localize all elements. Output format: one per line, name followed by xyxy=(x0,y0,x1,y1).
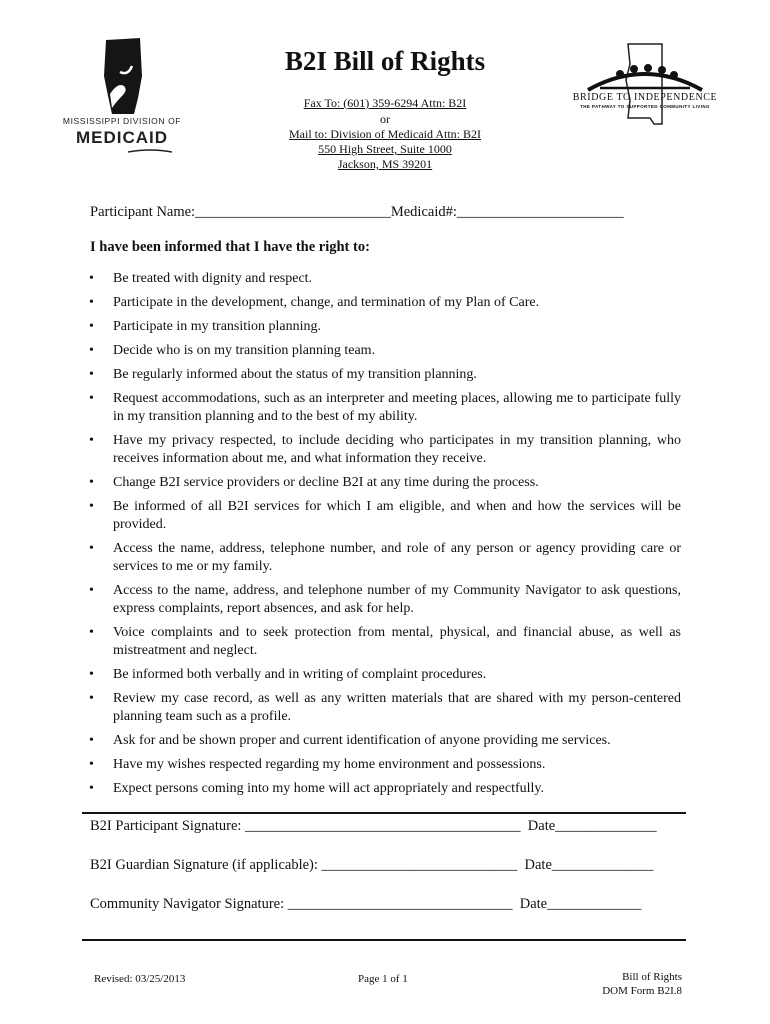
right-text: Access to the name, address, and telephone number of my Community Navigator to ask questions, express complaints, report absences, and ask for help. xyxy=(113,583,681,616)
list-item xyxy=(89,666,681,684)
right-text: Have my privacy respected, to include deciding who participates in my transition planning, who receives information about me, and what information they receive. xyxy=(113,433,681,466)
bullet-icon: • xyxy=(89,319,94,334)
or-line: or xyxy=(380,112,390,126)
list-item xyxy=(89,366,681,384)
right-text: Be informed both verbally and in writing of complaint procedures. xyxy=(113,667,487,682)
page-title: B2I Bill of Rights xyxy=(284,46,486,76)
right-text: Access the name, address, telephone number, and role of any person or agency providing care or services to me or my family. xyxy=(113,541,681,574)
list-item xyxy=(89,582,681,618)
right-text: Participate in the development, change, and termination of my Plan of Care. xyxy=(113,295,540,310)
rights-list xyxy=(89,270,681,804)
divider-bottom xyxy=(82,939,686,941)
list-item xyxy=(89,540,681,576)
bullet-icon: • xyxy=(89,583,94,598)
bullet-icon: • xyxy=(89,757,94,772)
list-item xyxy=(89,432,681,468)
list-item xyxy=(89,498,681,534)
right-text: Have my wishes respected regarding my home environment and possessions. xyxy=(113,757,546,772)
list-item xyxy=(89,756,681,774)
right-text: Be treated with dignity and respect. xyxy=(113,271,313,286)
right-text: Be informed of all B2I services for which I am eligible, and when and how the services will be provided. xyxy=(113,499,681,532)
right-text: Participate in my transition planning. xyxy=(113,319,322,334)
bullet-icon: • xyxy=(89,343,94,358)
page-number: Page 1 of 1 xyxy=(358,973,408,985)
list-item xyxy=(89,624,681,660)
fax-line: Fax To: (601) 359-6294 Attn: B2I xyxy=(303,96,467,110)
revised-date: Revised: 03/25/2013 xyxy=(94,973,186,985)
logo-swoosh-icon xyxy=(128,148,172,154)
right-text: Ask for and be shown proper and current identification of anyone providing me services. xyxy=(113,733,611,748)
medicaid-logo xyxy=(62,36,182,154)
logo-left-line1: MISSISSIPPI DIVISION OF xyxy=(62,116,182,126)
list-item xyxy=(89,294,681,312)
bullet-icon: • xyxy=(89,691,94,706)
participant-signature-field[interactable]: B2I Participant Signature: ______________________________________ Date______________ xyxy=(90,818,657,834)
bridge-to-independence-logo xyxy=(570,40,720,130)
navigator-signature-field[interactable]: Community Navigator Signature: _______________________________ Date_____________ xyxy=(90,896,642,912)
bullet-icon: • xyxy=(89,391,94,406)
list-item xyxy=(89,732,681,750)
list-item xyxy=(89,318,681,336)
mississippi-bridge-icon xyxy=(570,40,720,130)
right-text: Change B2I service providers or decline B2I at any time during the process. xyxy=(113,475,539,490)
right-text: Be regularly informed about the status of my transition planning. xyxy=(113,367,477,382)
list-item xyxy=(89,390,681,426)
bullet-icon: • xyxy=(89,667,94,682)
bullet-icon: • xyxy=(89,499,94,514)
list-item xyxy=(89,780,681,798)
bullet-icon: • xyxy=(89,475,94,490)
footer-form-number: DOM Form B2I.8 xyxy=(602,985,682,997)
bullet-icon: • xyxy=(89,295,94,310)
right-text: Review my case record, as well as any written materials that are shared with my person-centered planning team such as a profile. xyxy=(113,691,681,724)
bullet-icon: • xyxy=(89,781,94,796)
logo-right-line1: BRIDGE TO INDEPENDENCE xyxy=(572,92,718,103)
city-line: Jackson, MS 39201 xyxy=(337,157,433,171)
bullet-icon: • xyxy=(89,541,94,556)
bullet-icon: • xyxy=(89,625,94,640)
bullet-icon: • xyxy=(89,367,94,382)
logo-left-line2: MEDICAID xyxy=(75,128,169,147)
mississippi-hands-icon xyxy=(62,36,182,116)
bullet-icon: • xyxy=(89,271,94,286)
street-line: 550 High Street, Suite 1000 xyxy=(318,142,452,156)
right-text: Expect persons coming into my home will act appropriately and respectfully. xyxy=(113,781,545,796)
list-item xyxy=(89,690,681,726)
bullet-icon: • xyxy=(89,733,94,748)
right-text: Decide who is on my transition planning team. xyxy=(113,343,376,358)
bullet-icon: • xyxy=(89,433,94,448)
right-text: Voice complaints and to seek protection from mental, physical, and financial abuse, as well as mistreatment and neglect. xyxy=(113,625,681,658)
list-item xyxy=(89,474,681,492)
right-text: Request accommodations, such as an interpreter and meeting places, allowing me to participate fully in my transition planning and to the best of my ability. xyxy=(113,391,681,424)
logo-right-line2: THE PATHWAY TO SUPPORTED COMMUNITY LIVING xyxy=(580,104,710,109)
rights-heading: I have been informed that I have the right to: xyxy=(90,239,370,255)
mail-line: Mail to: Division of Medicaid Attn: B2I xyxy=(289,127,481,141)
participant-name-medicaid-field[interactable]: Participant Name:___________________________Medicaid#:_______________________ xyxy=(90,204,624,220)
list-item xyxy=(89,342,681,360)
guardian-signature-field[interactable]: B2I Guardian Signature (if applicable): ___________________________ Date______________ xyxy=(90,857,654,873)
divider-top xyxy=(82,812,686,814)
footer-doc-title: Bill of Rights xyxy=(622,971,682,983)
list-item xyxy=(89,270,681,288)
